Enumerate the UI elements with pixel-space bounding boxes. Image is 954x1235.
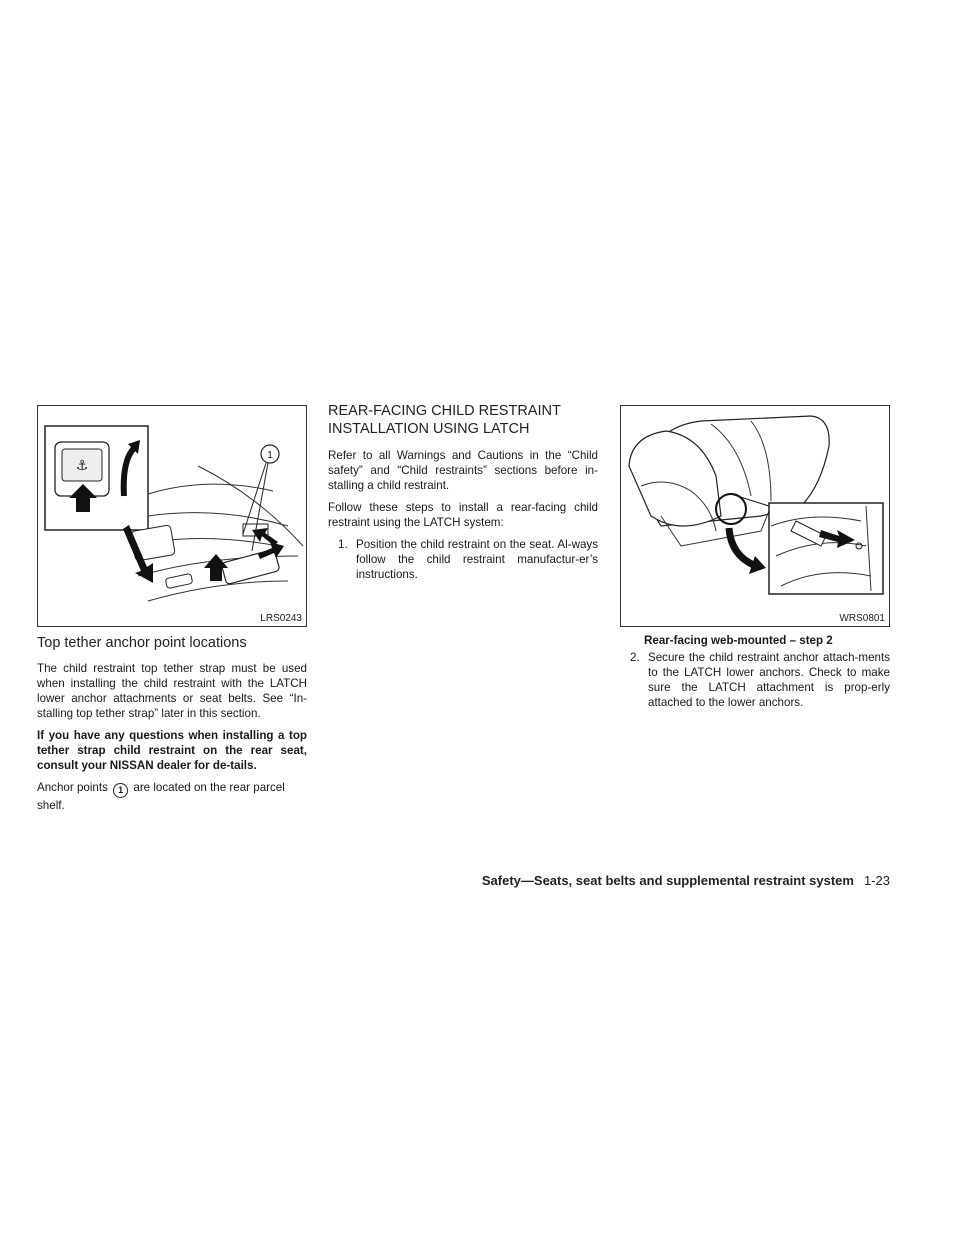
figure-caption: Rear-facing web-mounted – step 2 bbox=[644, 634, 833, 647]
callout-marker: 1 bbox=[113, 783, 128, 798]
body-paragraph: Refer to all Warnings and Cautions in the “Child safety” and “Child restraints” sections before in-stalling a child restraint. bbox=[328, 449, 598, 492]
rear-facing-illustration bbox=[621, 406, 889, 626]
svg-text:⚓: ⚓ bbox=[75, 458, 89, 474]
body-paragraph: The child restraint top tether strap must be used when installing the child restraint with the LATCH lower anchor attachments or seat belts. See “In-stalling top tether strap” later in this section. bbox=[37, 662, 307, 720]
tether-anchor-figure bbox=[37, 405, 307, 627]
list-number: 1. bbox=[338, 538, 348, 551]
page-number: 1-23 bbox=[863, 873, 890, 888]
callout-label: 1 bbox=[267, 450, 273, 461]
right-column bbox=[620, 405, 890, 717]
section-title bbox=[328, 402, 598, 438]
list-item bbox=[620, 650, 890, 710]
footer-section-title: Safety—Seats, seat belts and supplemental restraint system bbox=[481, 873, 854, 888]
middle-column bbox=[328, 402, 598, 589]
list-text: Position the child restraint on the seat. Al-ways follow the child restraint manufactur-er’s instructions. bbox=[356, 538, 598, 581]
left-column bbox=[37, 405, 307, 820]
rear-facing-figure bbox=[620, 405, 890, 627]
section-subheading: Top tether anchor point locations bbox=[37, 635, 247, 651]
figure-code: WRS0801 bbox=[839, 613, 885, 624]
figure-code: LRS0243 bbox=[260, 613, 302, 624]
anchor-points-paragraph bbox=[37, 780, 307, 813]
list-item bbox=[328, 537, 598, 582]
tether-anchor-illustration bbox=[38, 406, 306, 626]
page-footer bbox=[482, 873, 890, 888]
list-text: Secure the child restraint anchor attach-ments to the LATCH lower anchors. Check to make sure the LATCH attachment is prop-erly attached to the lower anchors. bbox=[648, 651, 890, 709]
bold-note: If you have any questions when installing a top tether strap child restraint on the rear seat, consult your NISSAN dealer for de-tails. bbox=[37, 729, 307, 772]
section-title-line-2: INSTALLATION USING LATCH bbox=[328, 421, 530, 437]
list-number: 2. bbox=[630, 651, 640, 664]
section-title-line-1: REAR-FACING CHILD RESTRAINT bbox=[328, 403, 561, 419]
anchor-points-text-rest: are located on the rear parcel shelf. bbox=[37, 781, 285, 812]
anchor-points-text: Anchor points bbox=[37, 781, 108, 794]
body-paragraph: Follow these steps to install a rear-facing child restraint using the LATCH system: bbox=[328, 501, 598, 529]
